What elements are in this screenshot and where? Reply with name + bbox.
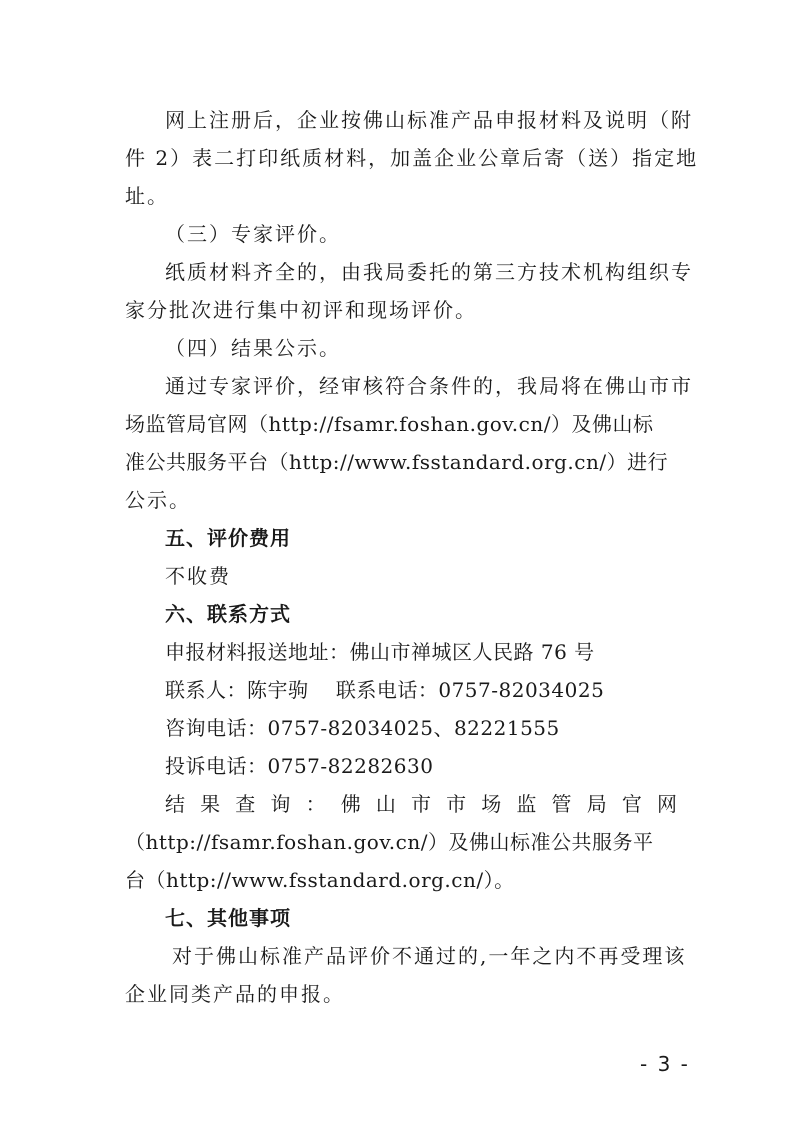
contact-person-phone: 联系人：陈宇驹 联系电话：0757-82034025 [165, 678, 605, 702]
contact-address: 申报材料报送地址：佛山市禅城区人民路 76 号 [165, 640, 595, 664]
query-char: 山 [375, 792, 396, 816]
paragraph-publication-line-3: 准公共服务平台（http://www.fsstandard.org.cn/）进行 [125, 450, 669, 474]
query-char: 查 [235, 792, 256, 816]
section-heading-contact: 六、联系方式 [165, 602, 291, 626]
paragraph-expert-line-2: 家分批次进行集中初评和现场评价。 [125, 298, 477, 322]
result-query-line-3: 台（http://www.fsstandard.org.cn/）。 [125, 868, 515, 892]
paragraph-submission-line-2: 件 2）表二打印纸质材料，加盖企业公章后寄（送）指定地 [125, 146, 699, 170]
subheading-result-publication: （四）结果公示。 [165, 336, 341, 360]
section-heading-fees: 五、评价费用 [165, 526, 291, 550]
query-char: 询 [270, 792, 291, 816]
paragraph-publication-line-4: 公示。 [125, 488, 191, 512]
paragraph-publication-line-1: 通过专家评价，经审核符合条件的，我局将在佛山市市 [165, 374, 693, 398]
paragraph-expert-line-1: 纸质材料齐全的，由我局委托的第三方技术机构组织专 [165, 260, 693, 284]
query-char: 管 [551, 792, 572, 816]
paragraph-publication-line-2: 场监管局官网（http://fsamr.foshan.gov.cn/）及佛山标 [125, 412, 654, 436]
query-char: 结 [165, 792, 185, 816]
query-char: 局 [586, 792, 607, 816]
paragraph-submission-line-3: 址。 [125, 184, 169, 208]
contact-complaint-phone: 投诉电话：0757-82282630 [165, 754, 434, 778]
result-query-line-1 [165, 792, 677, 816]
other-line-1: 对于佛山标准产品评价不通过的,一年之内不再受理该 [172, 944, 687, 968]
other-line-2: 企业同类产品的申报。 [125, 982, 345, 1006]
page-number: - 3 - [640, 1052, 690, 1076]
query-char: 市 [410, 792, 431, 816]
query-char: 监 [516, 792, 537, 816]
contact-consult-phone: 咨询电话：0757-82034025、82221555 [165, 716, 560, 740]
query-char: 果 [200, 792, 221, 816]
query-char: 网 [656, 792, 677, 816]
query-char: 佛 [340, 792, 361, 816]
subheading-expert-evaluation: （三）专家评价。 [165, 222, 341, 246]
query-char: 市 [446, 792, 467, 816]
query-char: 场 [481, 792, 502, 816]
result-query-line-2: （http://fsamr.foshan.gov.cn/）及佛山标准公共服务平 [125, 830, 654, 854]
section-heading-other: 七、其他事项 [165, 906, 291, 930]
query-char: ： [305, 792, 326, 816]
paragraph-submission-line-1: 网上注册后，企业按佛山标准产品申报材料及说明（附 [165, 108, 693, 132]
fees-text: 不收费 [165, 564, 231, 588]
query-char: 官 [621, 792, 642, 816]
